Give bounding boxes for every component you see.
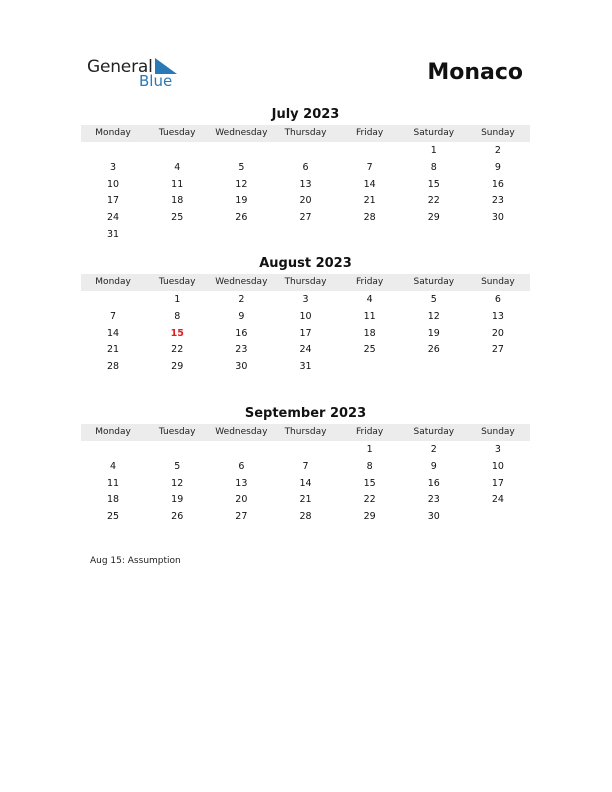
day-cell: 30	[427, 511, 440, 523]
day-cell: 27	[491, 344, 504, 356]
day-cell: 11	[107, 477, 120, 489]
day-cell: 18	[107, 494, 120, 506]
day-cell: 11	[363, 310, 376, 322]
empty-cell	[273, 143, 337, 160]
day-cell: 15	[427, 178, 440, 190]
day-cell: 21	[363, 195, 376, 207]
weekday-label: Wednesday	[215, 427, 268, 437]
weekday-label: Thursday	[284, 277, 327, 287]
empty-cell	[273, 442, 337, 459]
day-cell: 14	[107, 327, 120, 339]
day-cell: 1	[430, 145, 437, 156]
day-cell: 19	[171, 494, 184, 506]
weekday-label: Sunday	[481, 128, 515, 138]
month-title: August 2023	[259, 256, 352, 271]
weekday-label: Wednesday	[215, 277, 268, 287]
day-cell: 5	[430, 294, 437, 305]
weekday-label: Thursday	[284, 128, 327, 138]
weekday-header	[81, 274, 530, 291]
day-cell: 5	[238, 161, 245, 173]
weekday-label: Saturday	[413, 277, 455, 287]
day-cell: 14	[299, 477, 312, 489]
day-cell: 7	[302, 460, 309, 472]
day-cell: 9	[430, 460, 437, 472]
day-cell: 16	[235, 327, 248, 339]
day-cell: 28	[299, 511, 312, 523]
day-cell: 10	[491, 460, 504, 472]
weekday-label: Monday	[95, 277, 131, 287]
day-cell: 27	[235, 511, 248, 523]
day-cell: 16	[491, 178, 504, 190]
holiday-day-cell: 15	[170, 327, 184, 339]
day-cell: 24	[299, 344, 312, 356]
day-cell: 1	[174, 294, 181, 305]
day-cell: 24	[491, 494, 504, 506]
day-cell: 26	[235, 212, 248, 224]
day-grid	[81, 291, 530, 376]
day-cell: 25	[107, 511, 120, 523]
day-cell: 13	[299, 178, 312, 190]
day-cell: 23	[427, 494, 440, 506]
day-cell: 26	[427, 344, 440, 356]
brand-logo	[87, 56, 197, 92]
day-cell: 4	[174, 161, 181, 173]
day-cell: 12	[235, 178, 248, 190]
day-cell: 20	[299, 195, 312, 207]
day-cell: 25	[363, 344, 376, 356]
country-title: Monaco	[427, 60, 523, 85]
month-title: September 2023	[244, 406, 367, 421]
day-cell: 19	[235, 195, 248, 207]
weekday-label: Wednesday	[215, 128, 268, 138]
day-cell: 12	[427, 310, 440, 322]
brand-name-general: General	[87, 57, 153, 77]
day-cell: 28	[363, 212, 376, 224]
weekday-label: Saturday	[413, 128, 455, 138]
weekday-header	[81, 424, 530, 441]
day-cell: 3	[302, 294, 309, 305]
empty-cell	[81, 143, 145, 160]
month-july	[81, 106, 530, 244]
day-cell: 26	[171, 511, 184, 523]
weekday-label: Monday	[95, 128, 131, 138]
day-cell: 8	[430, 161, 437, 173]
day-cell: 22	[171, 344, 184, 356]
day-cell: 17	[491, 477, 504, 489]
day-cell: 8	[174, 310, 181, 322]
weekday-label: Friday	[355, 277, 384, 287]
day-cell: 11	[171, 178, 184, 190]
month-title: July 2023	[271, 107, 340, 122]
weekday-label: Saturday	[413, 427, 455, 437]
day-cell: 7	[366, 161, 373, 173]
day-cell: 22	[363, 494, 376, 506]
weekday-label: Sunday	[481, 277, 515, 287]
day-cell: 20	[235, 494, 248, 506]
day-cell: 6	[238, 460, 245, 472]
empty-cell	[209, 442, 273, 459]
holiday-notes	[90, 556, 181, 566]
day-cell: 28	[107, 361, 120, 373]
day-cell: 3	[110, 161, 117, 173]
day-cell: 1	[366, 444, 373, 455]
day-cell: 30	[235, 361, 248, 373]
weekday-label: Monday	[95, 427, 131, 437]
day-cell: 4	[366, 294, 373, 305]
day-cell: 23	[235, 344, 248, 356]
day-cell: 25	[171, 212, 184, 224]
day-cell: 6	[494, 294, 501, 305]
day-cell: 2	[238, 294, 245, 305]
day-cell: 30	[491, 212, 504, 224]
day-cell: 4	[110, 460, 117, 472]
empty-cell	[338, 143, 402, 160]
day-grid	[81, 441, 530, 526]
weekday-label: Thursday	[284, 427, 327, 437]
weekday-label: Tuesday	[158, 427, 196, 437]
day-cell: 18	[171, 195, 184, 207]
empty-cell	[145, 143, 209, 160]
weekday-label: Friday	[355, 128, 384, 138]
day-cell: 9	[238, 310, 245, 322]
day-cell: 16	[427, 477, 440, 489]
day-cell: 15	[363, 477, 376, 489]
day-cell: 29	[427, 212, 440, 224]
day-cell: 29	[363, 511, 376, 523]
day-cell: 2	[430, 444, 437, 455]
day-cell: 17	[299, 327, 312, 339]
day-cell: 5	[174, 460, 181, 472]
empty-cell	[209, 143, 273, 160]
empty-cell	[145, 442, 209, 459]
day-cell: 31	[107, 228, 120, 240]
month-august	[81, 255, 530, 376]
day-cell: 12	[171, 477, 184, 489]
day-cell: 31	[299, 361, 312, 373]
day-cell: 13	[235, 477, 248, 489]
day-cell: 2	[494, 145, 501, 156]
empty-cell	[81, 442, 145, 459]
day-cell: 21	[107, 344, 120, 356]
day-cell: 29	[171, 361, 184, 373]
day-cell: 6	[302, 161, 309, 173]
day-cell: 10	[107, 178, 120, 190]
brand-name-blue: Blue	[139, 72, 173, 90]
day-cell: 27	[299, 212, 312, 224]
day-cell: 20	[491, 327, 504, 339]
day-cell: 17	[107, 195, 120, 207]
day-cell: 19	[427, 327, 440, 339]
day-cell: 23	[491, 195, 504, 207]
day-cell: 7	[110, 310, 117, 322]
day-cell: 24	[107, 212, 120, 224]
day-cell: 3	[494, 444, 501, 455]
day-cell: 13	[491, 310, 504, 322]
day-grid	[81, 142, 530, 244]
weekday-label: Friday	[355, 427, 384, 437]
day-cell: 22	[427, 195, 440, 207]
day-cell: 9	[494, 161, 501, 173]
empty-cell	[81, 292, 145, 309]
day-cell: 21	[299, 494, 312, 506]
day-cell: 14	[363, 178, 376, 190]
weekday-label: Tuesday	[158, 128, 196, 138]
day-cell: 18	[363, 327, 376, 339]
weekday-label: Tuesday	[158, 277, 196, 287]
holiday-note: Aug 15: Assumption	[90, 556, 181, 566]
weekday-header	[81, 125, 530, 142]
weekday-label: Sunday	[481, 427, 515, 437]
month-september	[81, 405, 530, 526]
day-cell: 10	[299, 310, 312, 322]
day-cell: 8	[366, 460, 373, 472]
